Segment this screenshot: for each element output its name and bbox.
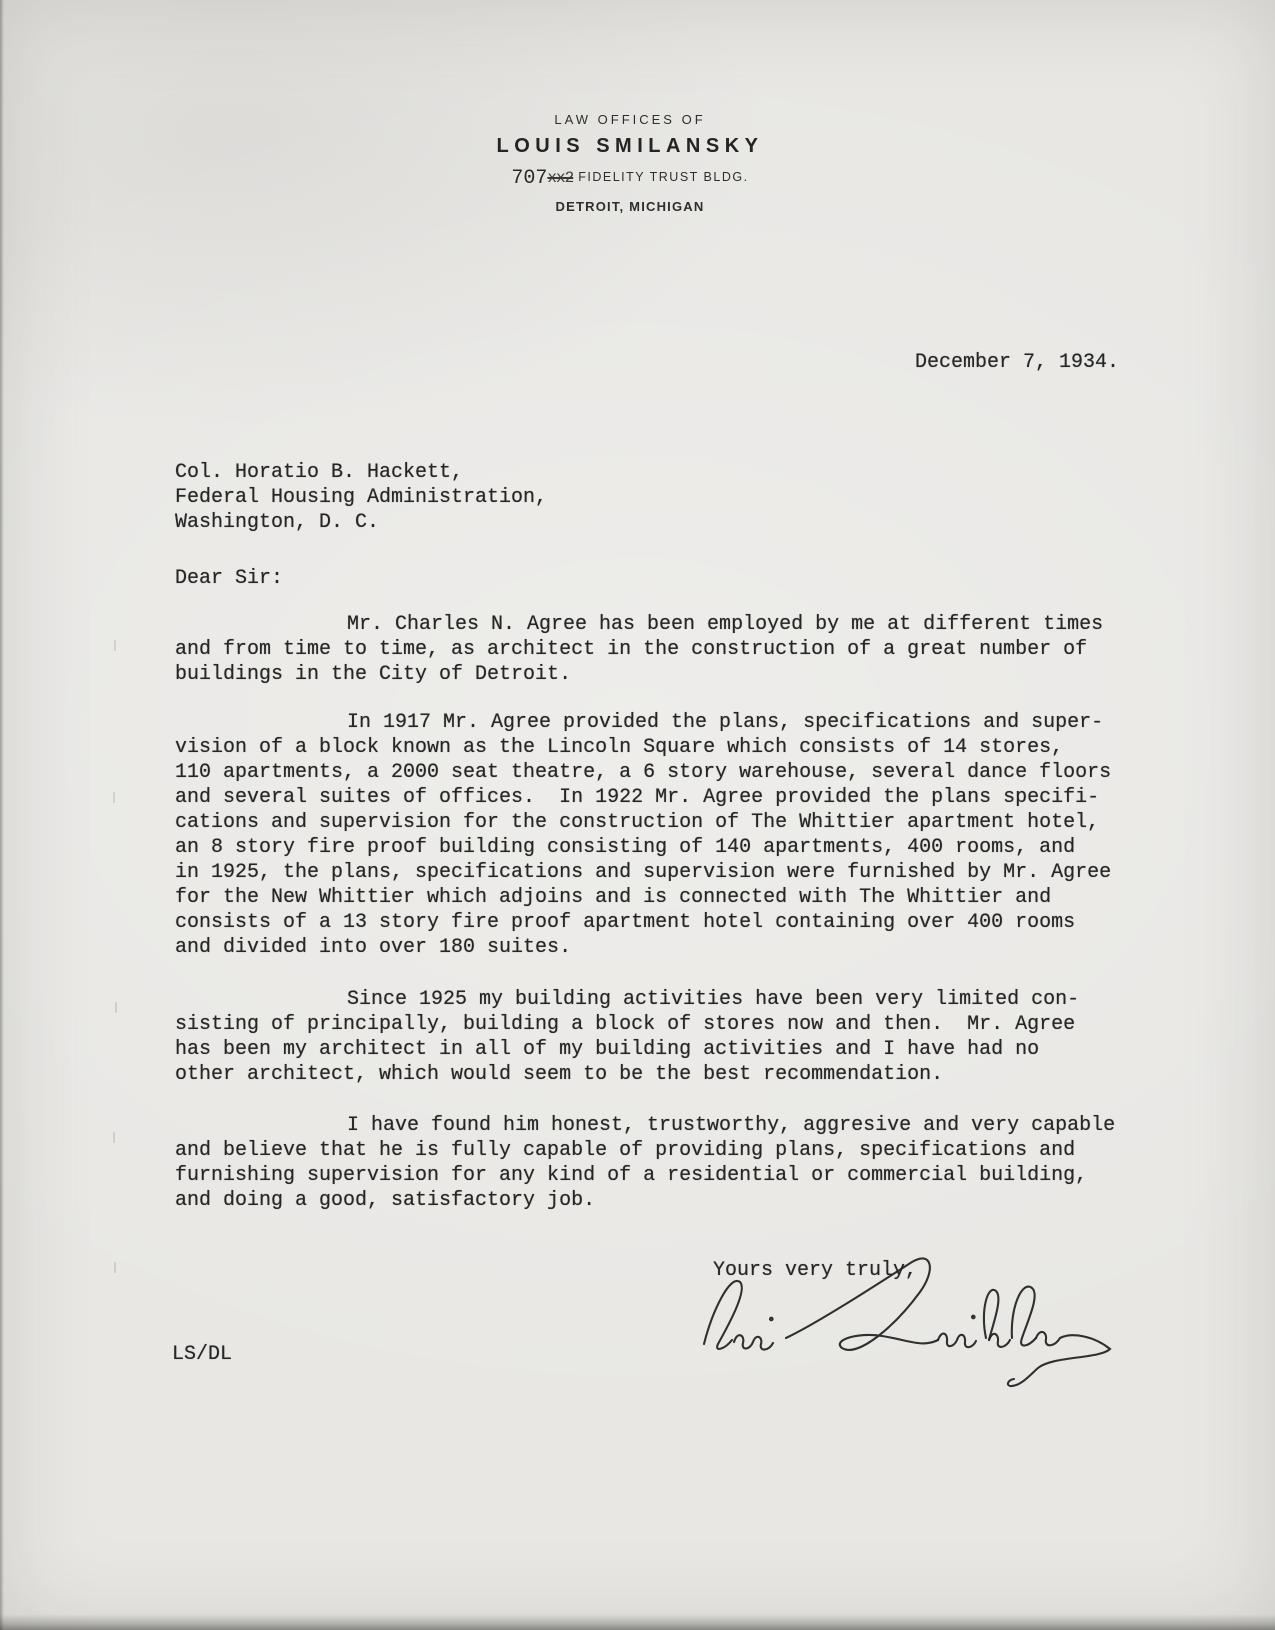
room-number-typed: 707 [511, 167, 548, 190]
letter-line: and several suites of offices. In 1922 Mr. Agree provided the plans specifi- [175, 786, 1100, 809]
letter-line: in 1925, the plans, specifications and supervision were furnished by Mr. Agree [175, 861, 1112, 884]
letterhead [497, 112, 764, 214]
scan-mark [113, 1132, 115, 1143]
recipient-name: Col. Horatio B. Hackett, [175, 461, 464, 484]
typist-initials: LS/DL [172, 1343, 233, 1366]
letter-line: and believe that he is fully capable of providing plans, specifications and [175, 1139, 1076, 1162]
scan-mark [113, 792, 115, 803]
letter-line: Mr. Charles N. Agree has been employed by me at different times [347, 613, 1104, 636]
room-number-struck-out: xx2 [547, 169, 574, 187]
letter-line: buildings in the City of Detroit. [175, 663, 572, 686]
letter-line: an 8 story fire proof building consisting of 140 apartments, 400 rooms, and [175, 836, 1076, 859]
scan-mark [114, 640, 116, 651]
letterhead-address-line [497, 167, 764, 190]
letter-line: and divided into over 180 suites. [175, 936, 572, 959]
letter-line: consists of a 13 story fire proof apartment hotel containing over 400 rooms [175, 911, 1076, 934]
letter-line: I have found him honest, trustworthy, aggresive and very capable [347, 1114, 1116, 1137]
scan-edge-left [0, 0, 4, 1630]
handwritten-signature [690, 1248, 1130, 1408]
letter-line: furnishing supervision for any kind of a residential or commercial building, [175, 1164, 1088, 1187]
letter-line: sisting of principally, building a block of stores now and then. Mr. Agree [175, 1013, 1076, 1036]
paragraph-4 [175, 1113, 1175, 1213]
letter-line: has been my architect in all of my building activities and I have had no [175, 1038, 1040, 1061]
scan-edge-bottom [0, 1614, 1275, 1630]
paragraph-1 [175, 612, 1175, 687]
scan-mark [114, 1262, 116, 1273]
date-line: December 7, 1934. [915, 351, 1120, 374]
salutation: Dear Sir: [175, 567, 284, 590]
closing-line: Yours very truly, [713, 1259, 918, 1282]
letter-line: 110 apartments, a 2000 seat theatre, a 6 story warehouse, several dance floors [175, 761, 1112, 784]
letterhead-office-line: LAW OFFICES OF [554, 112, 706, 127]
letter-line: and doing a good, satisfactory job. [175, 1189, 596, 1212]
paragraph-3 [175, 987, 1175, 1087]
letter-line: vision of a block known as the Lincoln Square which consists of 14 stores, [175, 736, 1064, 759]
recipient-city: Washington, D. C. [175, 511, 380, 534]
letter-line: other architect, which would seem to be the best recommendation. [175, 1063, 944, 1086]
letter-line: Since 1925 my building activities have been very limited con- [347, 988, 1080, 1011]
letter-line: and from time to time, as architect in the construction of a great number of [175, 638, 1088, 661]
scan-mark [115, 1002, 117, 1013]
letter-line: In 1917 Mr. Agree provided the plans, specifications and super- [347, 711, 1104, 734]
letterhead-firm-name: LOUIS SMILANSKY [496, 135, 764, 157]
recipient-organization: Federal Housing Administration, [175, 486, 548, 509]
letterhead-city-line: DETROIT, MICHIGAN [555, 199, 705, 214]
letter-line: for the New Whittier which adjoins and is connected with The Whittier and [175, 886, 1052, 909]
letter-line: cations and supervision for the construction of The Whittier apartment hotel, [175, 811, 1100, 834]
building-name: FIDELITY TRUST BLDG. [578, 170, 749, 184]
recipient-address-block [175, 460, 547, 535]
paragraph-2 [175, 710, 1175, 960]
